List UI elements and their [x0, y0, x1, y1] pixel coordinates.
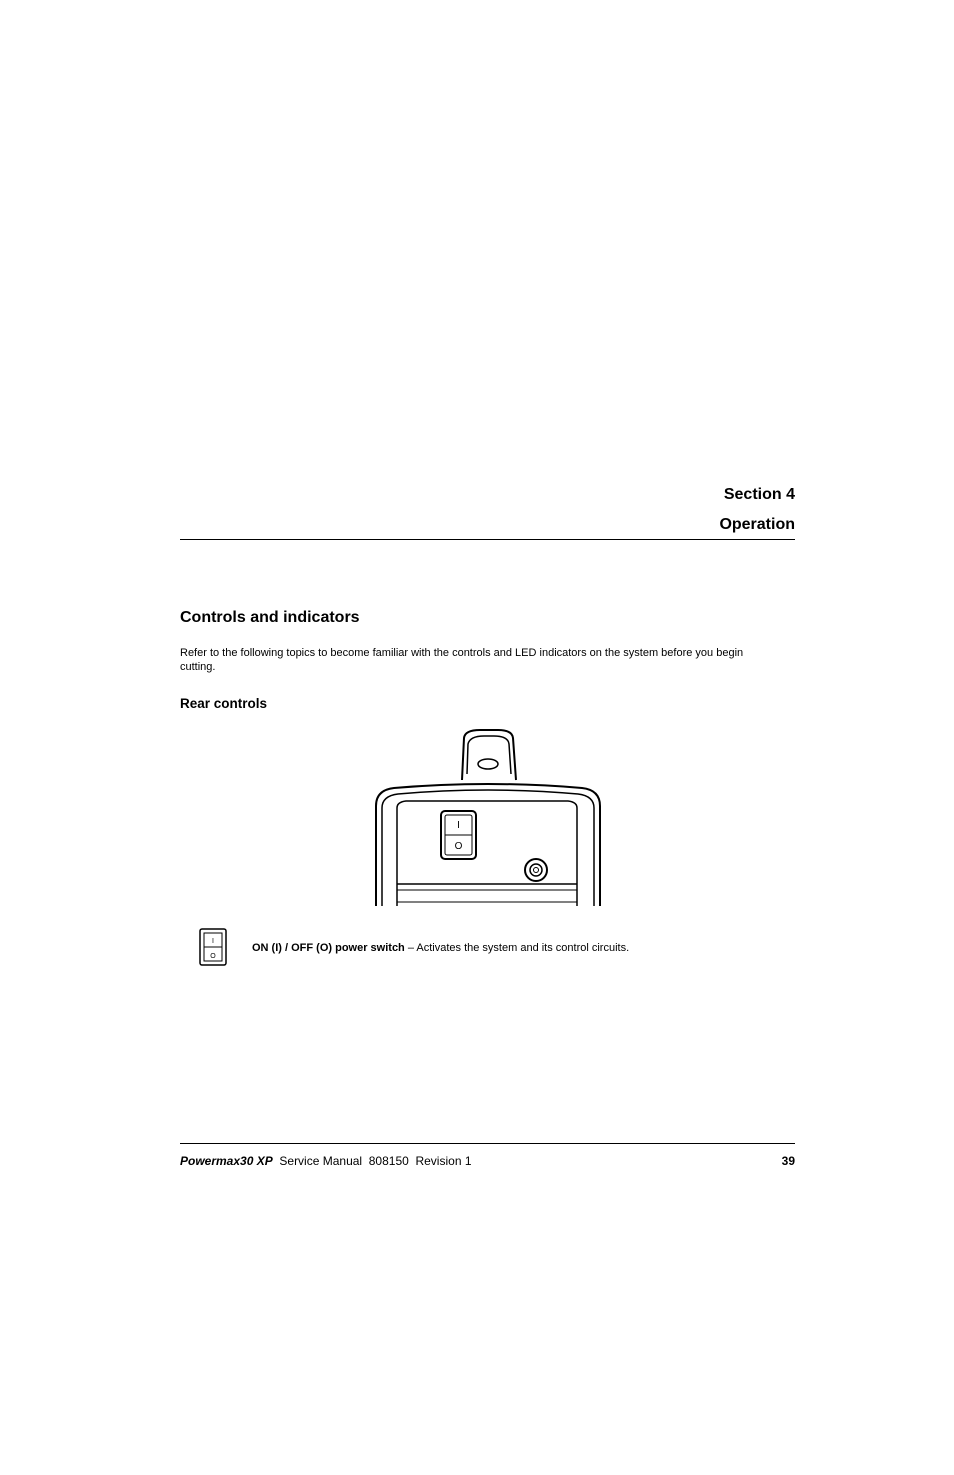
footer-doc-info: [180, 1154, 472, 1168]
section-number: Section 4: [723, 486, 795, 503]
page-number: 39: [781, 1154, 795, 1168]
power-switch-icon: [199, 928, 227, 966]
power-switch-text: – Activates the system and its control circuits.: [404, 942, 630, 954]
header-rule: [180, 539, 795, 540]
subheading-rear-controls: Rear controls: [180, 696, 268, 711]
page-heading: Controls and indicators: [180, 609, 360, 626]
footer-rule: [180, 1143, 795, 1144]
power-switch-description: [252, 941, 792, 955]
section-name: Operation: [719, 516, 795, 533]
figure-switch-on-mark: I: [457, 820, 460, 831]
footer-product: Powermax30 XP: [180, 1154, 273, 1168]
footer-doc: Service Manual 808150 Revision 1: [272, 1154, 472, 1168]
rear-panel-figure: [370, 728, 606, 906]
icon-off-mark: O: [210, 953, 216, 960]
power-switch-label: ON (I) / OFF (O) power switch: [252, 942, 405, 954]
figure-switch-off-mark: O: [454, 841, 463, 852]
intro-paragraph: Refer to the following topics to become familiar with the controls and LED indicators on the system before you begin cutting.: [180, 647, 744, 673]
icon-on-mark: I: [212, 938, 214, 945]
